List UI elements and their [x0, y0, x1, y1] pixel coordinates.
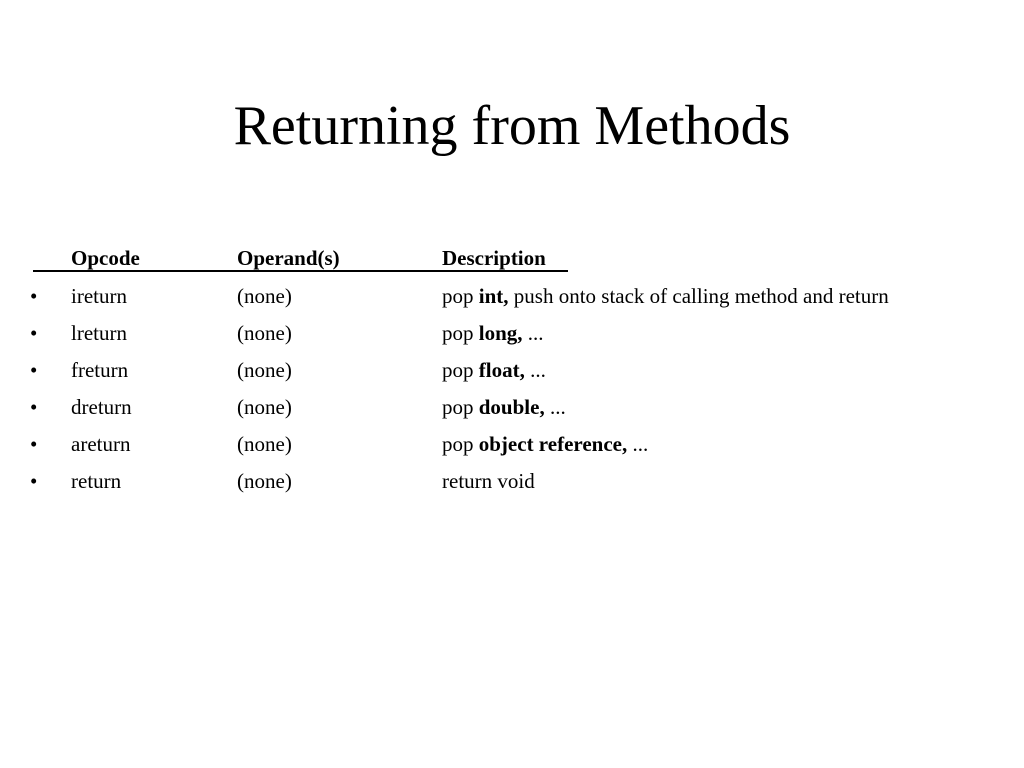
- table-row: [30, 389, 1010, 426]
- description-text: push onto stack of calling method and return: [513, 284, 889, 308]
- bullet: •: [30, 358, 38, 382]
- table-row: [30, 352, 1010, 389]
- bullet: •: [30, 284, 38, 308]
- description-text: ...: [632, 432, 649, 456]
- table-row: [30, 426, 1010, 463]
- description-cell: [442, 352, 546, 389]
- operand-cell: (none): [237, 432, 292, 456]
- description-type: long,: [478, 321, 523, 345]
- operand-cell: (none): [237, 321, 292, 345]
- opcode-cell: lreturn: [71, 321, 127, 345]
- description-cell: [442, 426, 648, 463]
- description-text: pop: [442, 321, 474, 345]
- operand-cell: (none): [237, 284, 292, 308]
- operand-cell: (none): [237, 469, 292, 493]
- bullet: •: [30, 432, 38, 456]
- operand-cell: (none): [237, 395, 292, 419]
- description-text: pop: [442, 284, 474, 308]
- table-row: [30, 278, 1010, 315]
- description-type: object reference,: [478, 432, 628, 456]
- bullet: •: [30, 321, 38, 345]
- header-description: Description: [442, 246, 546, 270]
- opcode-cell: ireturn: [71, 284, 127, 308]
- description-type: float,: [478, 358, 525, 382]
- table-header: [30, 240, 1010, 278]
- opcode-cell: dreturn: [71, 395, 132, 419]
- header-underline: [33, 270, 568, 272]
- description-cell: [442, 278, 889, 315]
- description-text: pop: [442, 358, 474, 382]
- description-type: double,: [478, 395, 545, 419]
- bullet: •: [30, 395, 38, 419]
- opcode-cell: freturn: [71, 358, 129, 382]
- opcode-cell: areturn: [71, 432, 131, 456]
- bullet: •: [30, 469, 38, 493]
- description-type: int,: [478, 284, 509, 308]
- opcode-table: [30, 240, 1010, 500]
- description-text: return void: [442, 469, 535, 493]
- description-text: ...: [549, 395, 566, 419]
- description-cell: [442, 389, 566, 426]
- description-text: pop: [442, 395, 474, 419]
- header-operand: Operand(s): [237, 246, 340, 270]
- description-text: ...: [527, 321, 544, 345]
- slide-title: Returning from Methods: [233, 95, 791, 157]
- header-opcode: Opcode: [71, 246, 140, 270]
- description-text: pop: [442, 432, 474, 456]
- description-text: ...: [530, 358, 546, 382]
- description-cell: [442, 463, 535, 500]
- description-cell: [442, 315, 544, 352]
- opcode-cell: return: [71, 469, 122, 493]
- operand-cell: (none): [237, 358, 292, 382]
- table-row: [30, 463, 1010, 500]
- table-row: [30, 315, 1010, 352]
